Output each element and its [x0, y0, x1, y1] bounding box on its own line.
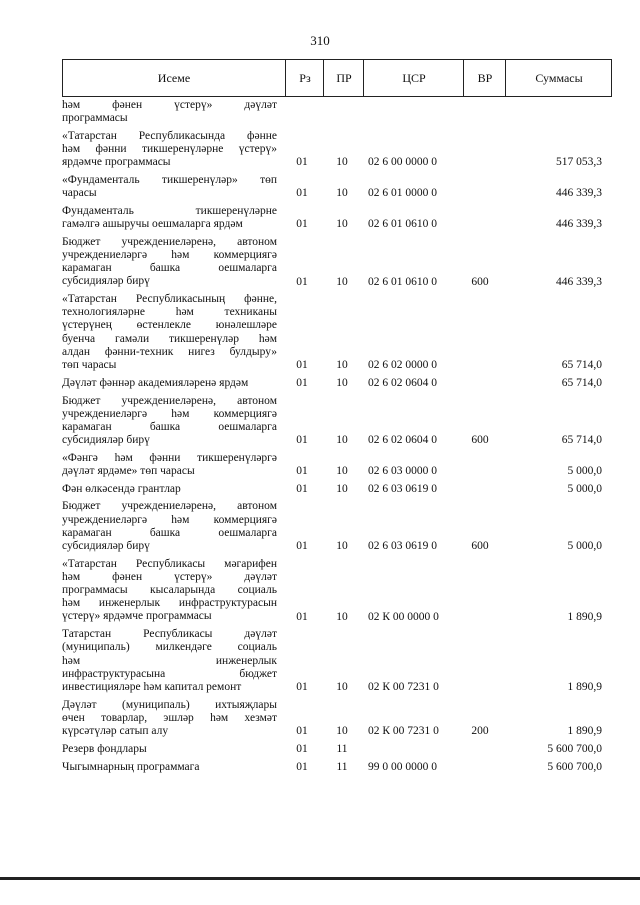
row-pr: 10 [336, 482, 348, 495]
row-name-line: һәм фәнен үстерү» дәүләт [62, 570, 277, 583]
row-name-line: субсидияләр бирү [62, 275, 150, 288]
row-pr: 10 [336, 187, 348, 200]
row-pr: 10 [336, 376, 348, 389]
row-name-line: учреждениеләргә һәм коммерциягә [62, 248, 277, 261]
row-rz: 01 [296, 742, 308, 755]
table-row [62, 743, 612, 756]
row-rz: 01 [296, 359, 308, 372]
row-sum: 5 600 700,0 [547, 760, 602, 773]
row-name-line: программасы [62, 112, 128, 125]
row-name-line: учреждениеләргә һәм коммерциягә [62, 407, 277, 420]
row-name-line: Дәүләт фәннәр академияләренә ярдәм [62, 376, 249, 389]
table-row [62, 628, 612, 694]
row-name-line: Бюджет учреждениеләренә, автоном [62, 394, 277, 407]
table-row [62, 377, 612, 390]
row-sum: 446 339,3 [556, 218, 602, 231]
row-name-line: Татарстан Республикасы дәүләт [62, 628, 277, 641]
row-pr: 11 [336, 742, 348, 755]
row-name-line: ярдәмче программасы [62, 156, 171, 169]
row-sum: 517 053,3 [556, 156, 602, 169]
row-name [62, 395, 277, 448]
row-rz: 01 [296, 275, 308, 288]
row-name [62, 699, 277, 739]
table-row [62, 452, 612, 478]
row-name-line: субсидияләр бирү [62, 434, 150, 447]
row-rz: 01 [296, 610, 308, 623]
row-name-line: Дәүләт (муниципаль) ихтыяҗлары [62, 698, 277, 711]
row-name [62, 452, 277, 478]
row-name-line: инфраструктурасына бюджет [62, 667, 277, 680]
table-row [62, 761, 612, 774]
row-name-line: һәм фәнни тикшеренүләрне үстерү» [62, 143, 277, 156]
row-rz: 01 [296, 540, 308, 553]
row-pr: 10 [336, 540, 348, 553]
row-pr: 10 [336, 434, 348, 447]
row-sum: 65 714,0 [561, 376, 602, 389]
row-name [62, 236, 277, 289]
table-row [62, 699, 612, 739]
table-row [62, 130, 612, 170]
header-pr: ПР [323, 60, 364, 96]
row-name-line: төп чарасы [62, 359, 117, 372]
table-row [62, 500, 612, 553]
row-name [62, 99, 277, 125]
row-name-line: буенча гамәли тикшеренүләр һәм [62, 332, 277, 345]
row-name [62, 377, 277, 390]
row-csr: 02 6 03 0000 0 [368, 465, 437, 478]
row-name [62, 500, 277, 553]
row-sum: 1 890,9 [567, 725, 602, 738]
row-name-line: «Татарстан Республикасында фәнне [62, 129, 277, 142]
row-pr: 11 [336, 760, 348, 773]
row-rz: 01 [296, 465, 308, 478]
row-csr: 02 6 01 0610 0 [368, 275, 437, 288]
row-name-line: Фундаменталь тикшеренүләрне [62, 204, 277, 217]
row-rz: 01 [296, 482, 308, 495]
row-csr: 02 6 01 0610 0 [368, 218, 437, 231]
row-rz: 01 [296, 760, 308, 773]
row-name-line: Бюджет учреждениеләренә, автоном [62, 235, 277, 248]
row-name [62, 205, 277, 231]
row-name-line: һәм инженерлык инфраструктурасын [62, 597, 277, 610]
row-csr: 02 К 00 7231 0 [368, 681, 439, 694]
row-name-line: күрсәтүләр сатып алу [62, 725, 169, 738]
table-row [62, 205, 612, 231]
row-name-line: «Татарстан Республикасы мәгарифен [62, 557, 277, 570]
header-csr: ЦСР [363, 60, 464, 96]
row-name-line: үстерү» ярдәмче программасы [62, 610, 212, 623]
row-name [62, 293, 277, 372]
row-csr: 02 К 00 0000 0 [368, 610, 439, 623]
row-csr: 02 6 01 0000 0 [368, 187, 437, 200]
row-name-line: карамаган башка оешмаларга [62, 526, 277, 539]
row-name [62, 743, 277, 756]
row-rz: 01 [296, 218, 308, 231]
table-row [62, 236, 612, 289]
header-rz: Рз [285, 60, 324, 96]
row-sum: 5 600 700,0 [547, 742, 602, 755]
row-pr: 10 [336, 359, 348, 372]
row-pr: 10 [336, 156, 348, 169]
row-name-line: карамаган башка оешмаларга [62, 420, 277, 433]
row-pr: 10 [336, 681, 348, 694]
row-rz: 01 [296, 434, 308, 447]
row-sum: 1 890,9 [567, 681, 602, 694]
row-name-line: өчен товарлар, эшләр һәм хезмәт [62, 711, 277, 724]
row-csr: 02 6 03 0619 0 [368, 540, 437, 553]
row-rz: 01 [296, 187, 308, 200]
row-name-line: алдан фәнни-техник нигез булдыру» [62, 345, 277, 358]
row-sum: 5 000,0 [567, 482, 602, 495]
row-name-line: инвестицияләре һәм капитал ремонт [62, 680, 242, 693]
row-sum: 5 000,0 [567, 465, 602, 478]
row-name-line: үстерүнең өстенлекле юнәлешләре [62, 319, 277, 332]
table-header [62, 59, 612, 97]
row-sum: 446 339,3 [556, 187, 602, 200]
row-csr: 02 6 03 0619 0 [368, 482, 437, 495]
row-name-line: чарасы [62, 187, 97, 200]
row-csr: 99 0 00 0000 0 [368, 760, 437, 773]
row-sum: 5 000,0 [567, 540, 602, 553]
row-name-line: һәм инженерлык [62, 654, 277, 667]
row-name [62, 761, 277, 774]
row-csr: 02 К 00 7231 0 [368, 725, 439, 738]
row-name-line: «Татарстан Республикасының фәнне, [62, 293, 277, 306]
row-pr: 10 [336, 275, 348, 288]
row-rz: 01 [296, 376, 308, 389]
table-row [62, 174, 612, 200]
row-name-line: гамәлгә ашыручы оешмаларга ярдәм [62, 218, 243, 231]
row-name-line: Бюджет учреждениеләренә, автоном [62, 500, 277, 513]
header-vr: ВР [463, 60, 506, 96]
row-name-line: карамаган башка оешмаларга [62, 262, 277, 275]
header-sum: Суммасы [505, 60, 612, 96]
row-rz: 01 [296, 156, 308, 169]
row-sum: 1 890,9 [567, 610, 602, 623]
bottom-rule [0, 877, 640, 880]
row-sum: 65 714,0 [561, 434, 602, 447]
row-pr: 10 [336, 725, 348, 738]
table-row [62, 558, 612, 624]
row-pr: 10 [336, 610, 348, 623]
table-row [62, 99, 612, 125]
row-name-line: Фән өлкәсендә грантлар [62, 482, 181, 495]
row-name-line: (муниципаль) милкендәге социаль [62, 641, 277, 654]
row-name [62, 174, 277, 200]
row-name [62, 558, 277, 624]
row-name-line: дәүләт ярдәме» төп чарасы [62, 464, 195, 477]
row-csr: 02 6 02 0604 0 [368, 434, 437, 447]
row-sum: 446 339,3 [556, 275, 602, 288]
row-name-line: учреждениеләргә һәм коммерциягә [62, 513, 277, 526]
budget-table [62, 59, 612, 773]
row-vr: 600 [471, 540, 489, 553]
row-name-line: «Фундаменталь тикшеренүләр» төп [62, 174, 277, 186]
row-csr: 02 6 02 0000 0 [368, 359, 437, 372]
row-csr: 02 6 02 0604 0 [368, 376, 437, 389]
row-name-line: субсидияләр бирү [62, 539, 150, 552]
table-row [62, 395, 612, 448]
row-name-line: һәм фәнен үстерү» дәүләт [62, 99, 277, 111]
row-name [62, 628, 277, 694]
row-name [62, 130, 277, 170]
row-rz: 01 [296, 681, 308, 694]
row-name-line: программасы кысаларында социаль [62, 584, 277, 597]
page-number: 310 [310, 33, 330, 48]
row-rz: 01 [296, 725, 308, 738]
table-row [62, 483, 612, 496]
row-vr: 600 [471, 275, 489, 288]
row-pr: 10 [336, 465, 348, 478]
header-name: Исеме [157, 70, 191, 85]
row-name-line: Резерв фондлары [62, 742, 147, 755]
row-name-line: технологияләрне һәм техниканы [62, 306, 277, 319]
row-sum: 65 714,0 [561, 359, 602, 372]
row-csr: 02 6 00 0000 0 [368, 156, 437, 169]
row-name-line: «Фәнгә һәм фәнни тикшеренүләргә [62, 451, 277, 464]
table-row [62, 293, 612, 372]
row-vr: 200 [471, 725, 489, 738]
row-vr: 600 [471, 434, 489, 447]
row-name-line: Чыгымнарның программага [62, 760, 200, 773]
row-name [62, 483, 277, 496]
row-pr: 10 [336, 218, 348, 231]
